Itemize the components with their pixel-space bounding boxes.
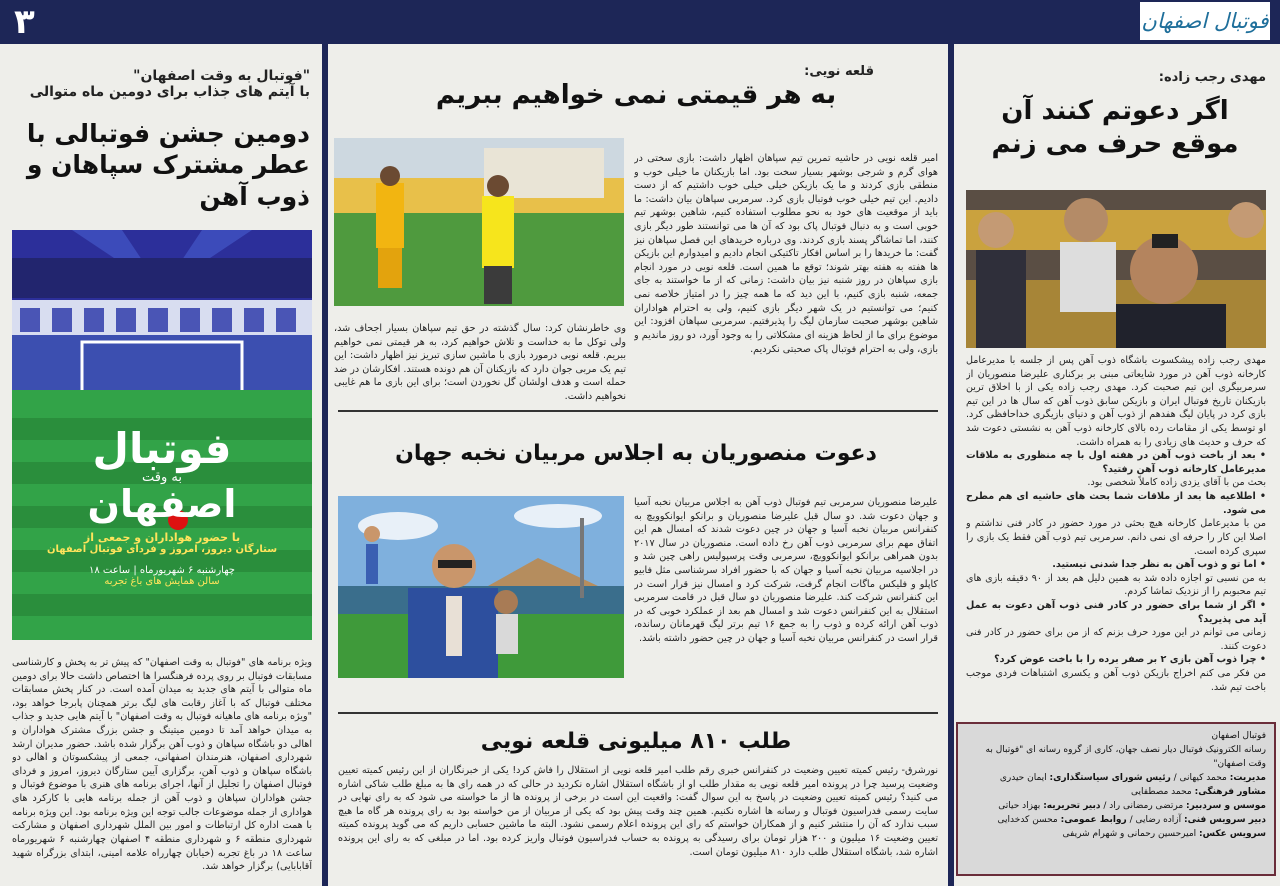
art-label: دبیر سرویس فنی: bbox=[1184, 814, 1266, 825]
right-headline[interactable]: اگر دعوتم کنند آن موقع حرف می زنم bbox=[991, 96, 1239, 159]
event-poster bbox=[12, 230, 312, 640]
left-kicker-1: "فوتبال به وقت اصفهان" bbox=[133, 68, 310, 84]
right-kicker: مهدی رجب زاده: bbox=[1158, 70, 1266, 85]
manager-label: مدیریت: bbox=[1229, 772, 1266, 783]
pr-name: محسن کدخدایی bbox=[997, 814, 1058, 825]
masthead-box: فوتبال اصفهان رسانه الکترونیک فوتبال دیار نصف جهان، کاری از گروه رسانه ای "فوتبال به وقت اصفهان" مدیریت: محمد کیهانی / رئیس شورای سیاستگذاری: ایمان حیدری مشاور فرهنگی: محمد مصطفایی موسس و سردبیر: مرتضی رمضانی راد / دبیر تحریریه: بهزاد حیاتی دبیر سرویس فنی: آزاده رضایی / روابط عمومی: محسن کدخدایی سرویس عکس: امیرحسین رحمانی و شهرام شریفی bbox=[956, 722, 1276, 876]
photo-label: سرویس عکس: bbox=[1199, 828, 1266, 839]
question-3: • اما تو و ذوب آهن به نظر جدا شدنی نیستید. bbox=[1052, 559, 1266, 571]
left-column bbox=[0, 44, 322, 886]
photo-names: امیرحسین رحمانی و شهرام شریفی bbox=[1062, 828, 1197, 839]
poster-subtitle: به وقت bbox=[142, 470, 182, 485]
manager-name: محمد کیهانی bbox=[1179, 772, 1227, 783]
mid-story2-body: علیرضا منصوریان سرمربی تیم فوتبال ذوب آهن به اجلاس مربیان نخبه آسیا و جهان دعوت شد. دو سال قبل علیرضا منصوریان و برانکو ایوانکوویچ به کنفرانس مربیان نخبه آسیا و جهان در چین دعوت شدند که امسال هم این اتفاق مهم برای سرمربی ذوب آهن رخ داده است. منصوریان در سال ۲۰۱۷ بدون همراهی برانکو ایوانکوویچ، سرمربی وقت پرسپولیس راهی چین شد و در اجلاسیه مربیان نخبه آسیا و جهان که با حضور افراد سرشناسی مثل فابیو کاپلو و فلیکس ماگات انجام گرفت، شرکت کرد و امسال نیز قرار است در این کنفرانس شرکت کند. علیرضا منصوریان دو سال قبل در قامت سرمربی استقلال به این کنفرانس دعوت شد و امسال هم بعد از عملکرد خوبی که در ذوب آهن ارائه کرده و ذوب را به جمع ۱۶ تیم برتر لیگ قهرمانان رسانده، قرار است در کنفرانس مربیان نخبه آسیا و جهان در چین حضور داشته باشد. bbox=[634, 497, 938, 645]
logo[interactable]: فوتبال اصفهان bbox=[1140, 2, 1270, 40]
poster-line-1: با حضور هواداران و جمعی از bbox=[83, 530, 241, 544]
question-2: • اطلاعیه ها بعد از ملاقات شما بحث های حاشیه ای هم مطرح می شود. bbox=[966, 491, 1266, 516]
divider-2 bbox=[338, 712, 938, 714]
left-article-body: ویژه برنامه های "فوتبال به وقت اصفهان" که پیش تر به پخش و کارشناسی مسابقات فوتبال بر روی پرده فرهنگسرا ها اختصاص داشت حالا برای دومین ماه متوالی با آیتم های جدید به میدان آمده است. در کنار پخش مسابقات مختلف فوتبال که با آغاز رقابت های لیگ برتر همچنان پابرجا خواهد بود، "ویژه برنامه های ماهیانه فوتبال به وقت اصفهان" با آیتم هایی جدید و جذاب به میدان خواهد آمد تا دومین میتینگ و جشن بزرگ مشترک هواداران و اهالی دو باشگاه سپاهان و ذوب آهن برگزار شده باشد. حضور مدیران ارشد شهرداری اصفهان، هنرمندان اصفهانی، جمعی از پیشکسوتان و اهالی دو باشگاه سپاهان و ذوب آهن، برگزاری آیین ستارگان دیروز، امروز و فردای فوتبال اصفهان را تجلیل از آنها، اجرای برنامه های هنری با موضوع فوتبال و جشن هواداران سپاهان و ذوب آهن از جمله برنامه هایی با کارکرد های هواداری از جمله موضوعات جالب توجه این ویژه برنامه بود. این ویژه برنامه با همت اداره کل ارتباطات و امور بین الملل شهرداری اصفهان و مشارکت شهرداری منطقه ۶ و شهرداری منطقه ۴ اصفهان چهارشنبه ۶ شهریورماه ساعت ۱۸ در باغ تجربه (خیابان چهارراه علامه امینی، ابتدای بزرگراه شهید آقابابایی) برگزار خواهد شد. bbox=[12, 657, 312, 873]
masthead-name: فوتبال اصفهان bbox=[1211, 731, 1266, 741]
question-1: • بعد از باخت ذوب آهن در هفته اول با چه منظوری به ملاقات مدیرعامل کارخانه ذوب آهن رفتید؟ bbox=[966, 450, 1266, 475]
right-intro: مهدی رجب زاده پیشکسوت باشگاه ذوب آهن پس از جلسه با مدیرعامل کارخانه ذوب آهن در مورد شایعاتی مبنی بر برکناری علیرضا منصوریان از سرمربیگری این تیم صحبت کرد. مهدی رجب زاده یکی از با اخلاق ترین بازیکنان تاریخ فوتبال ایران و بازیکن سابق ذوب آهن که سال ها در این تیم بازی کرد در پایان لیگ هفدهم از ذوب آهن و دنیای بازیگری خداحافظی کرد. او توسط یکی از مقامات رده بالای کارخانه ذوب آهن به نشستی دعوت شد که حرف و حدیث های زیادی را به همراه داشت. bbox=[966, 355, 1266, 448]
editor-label: موسس و سردبیر: bbox=[1186, 800, 1266, 811]
question-5: • چرا ذوب آهن بازی ۲ بر صفر برده را با باخت عوض کرد؟ bbox=[994, 654, 1266, 666]
masthead-desc: رسانه الکترونیک فوتبال دیار نصف جهان، کاری از گروه رسانه ای "فوتبال به وقت اصفهان" bbox=[985, 744, 1266, 769]
culture-name: محمد مصطفایی bbox=[1131, 786, 1192, 797]
answer-2: من با مدیرعامل کارخانه هیچ بحثی در مورد حضور در کادر فنی نداشتم و اصلا این کار را حرفه ای نمی دانم. سرمربی تیم ذوب آهن فقط یک بازی را سپری کرده است. bbox=[966, 518, 1266, 557]
pr-label: روابط عمومی: bbox=[1060, 814, 1127, 825]
answer-1: بحث من با آقای یزدی زاده کاملاً شخصی بود. bbox=[1087, 477, 1266, 489]
mid-story1-headline[interactable]: به هر قیمتی نمی خواهیم ببریم bbox=[435, 80, 837, 110]
mansourian-photo bbox=[338, 496, 624, 678]
culture-label: مشاور فرهنگی: bbox=[1194, 786, 1266, 797]
poster-venue: سالن همایش های باغ تجربه bbox=[104, 575, 220, 587]
mid-story1-body-right: امیر قلعه نویی در حاشیه تمرین تیم سپاهان اظهار داشت: بازی سختی در هوای گرم و شرجی بوشهر بسیار سخت بود. اما بازیکنان ما خیلی خوب و منطقی بازی کردند و ما یک بازیکن خیلی خیلی خوب داشتیم که از دست دادیم. این تیم خیلی خوب فوتبال بازی کرد. سرمربی سپاهان بیان داشت: ما باید از موقعیت های خود به نحو مطلوب استفاده کنیم، شاهین بوشهر تیم خوبی است و به دنبال فوتبال پاک بود که آن ها می توانستند طور دیگر بازی کنند، اما تماشاگر پسند بازی کردند. وی درباره خریدهای این فصل سپاهان نیز گفت: ما خریدها را بر اساس افکار تاکتیکی انجام دادیم و امیدوارم این بازیکن ها هفته به هفته بهتر شوند؛ توقع ما همین است. قلعه نویی در مورد انجام بازی سپاهان در روز شنبه نیز بیان داشت: زمانی که از ما خواستند به جای جمعه، شنبه بازی کنیم، با این دید که ما همه چیز را در امتیاز خلاصه نمی کنیم؛ می توانستیم در یک شهر دیگر بازی کنیم، ولی به احترام هواداران شاهین بوشهر صحبت سازمان لیگ را پذیرفتیم. سرمربی سپاهان افزود: این موضوع برای ما از لحاظ هزینه ای مشکلاتی را به وجود آورد، دو روز ماندیم و بازی، ولی به احترام فوتبال پاک صحبتی نکردیم. bbox=[634, 153, 938, 355]
council-label: رئیس شورای سیاستگذاری: bbox=[1049, 772, 1171, 783]
poster-title: فوتبال bbox=[92, 424, 232, 473]
poster-line-2: ستارگان دیروز، امروز و فردای فوتبال اصفهان bbox=[46, 543, 278, 555]
mid-story2-headline[interactable]: دعوت منصوریان به اجلاس مربیان نخبه جهان bbox=[395, 441, 877, 466]
right-article-body bbox=[966, 354, 1266, 714]
qalenoei-photo bbox=[334, 138, 624, 306]
left-headline[interactable]: دومین جشن فوتبالی با عطر مشترک سپاهان و ذوب آهن bbox=[26, 119, 310, 211]
mid-story1-body-left: وی خاطرنشان کرد: سال گذشته در حق تیم سپاهان بسیار اجحاف شد، ولی توکل ما به خداست و تلاش خواهیم کرد، به هر قیمتی نمی خواهیم ببریم. قلعه نویی درمورد بازی با ماشین سازی تبریز نیز اظهار داشت: این تیم یک مربی جوان دارد که بازیکنان آن هم دونده هستند. افکارشان در ضد حمله است و هدف اولشان گل نخوردن است؛ برای این بازی ما هم غایبی نخواهیم داشت. bbox=[334, 323, 626, 402]
left-kicker-2: با آیتم های جذاب برای دومین ماه متوالی bbox=[29, 84, 310, 100]
question-4: • اگر از شما برای حضور در کادر فنی ذوب آهن دعوت به عمل آید می پذیرید؟ bbox=[966, 599, 1266, 625]
poster-title-2: اصفهان bbox=[87, 482, 237, 526]
mid-story3-headline[interactable]: طلب ۸۱۰ میلیونی قلعه نویی bbox=[480, 729, 792, 754]
divider-1 bbox=[338, 410, 938, 412]
page-number: ۳ bbox=[14, 2, 35, 42]
art-name: آزاده رضایی bbox=[1135, 814, 1182, 825]
poster-date: چهارشنبه ۶ شهریورماه | ساعت ۱۸ bbox=[89, 564, 235, 576]
chief-name: بهزاد حیاتی bbox=[998, 800, 1041, 811]
mid-story1-kicker: قلعه نویی: bbox=[804, 64, 874, 79]
chief-label: دبیر تحریریه: bbox=[1043, 800, 1101, 811]
answer-5: من فکر می کنم اخراج بازیکن ذوب آهن و یکسری اشتباهات فردی موجب باخت تیم شد. bbox=[966, 668, 1266, 693]
mid-story3-body: نورشرق- رئیس کمیته تعیین وضعیت در کنفرانس خبری رقم طلب امیر قلعه نویی از استقلال را فاش کرد! یکی از خبرنگاران از این رئیس کمیته تعیین وضعیت پرسید چرا در پرونده امیر قلعه نویی به مقدار طلب او از باشگاه استقلال اشاره نکردید در حالی که در همه رای ها به مبلغ طلب شاکی اشاره می کنید؟ رئیس کمیته تعیین وضعیت در پاسخ به این سوال گفت: واقعیت این است در برخی از پرونده ها از ما خواسته می شود که به رای نهایی در سایت رسمی فدراسیون فوتبال و رسانه ها اشاره نکنیم. همین چند وقت پیش بود که یکی از مربیان از من خواسته بود به رای پرونده هر گاه ما هیچ سبب ندارد که آن را منتشر کنیم و از همکاران خواستم که رای این پرونده اعلام رسمی نشود. البته ما ماشین حسابی داریم که می گوید پرونده کمیته تعیین وضعیت ۱۶ میلیون و ۲۰۰ هزار تومان برای رسیدگی به پرونده به حساب فدراسیون فوتبال واریز کرده بود. اما در مبلغی که به رای این پرونده اشاره شد، باشگاه استقلال طلب دارد ۸۱۰ میلیون تومان است. bbox=[338, 765, 938, 858]
council-name: ایمان حیدری bbox=[999, 772, 1047, 783]
middle-column bbox=[328, 44, 948, 886]
rajabzadeh-photo bbox=[966, 190, 1266, 348]
top-bar bbox=[0, 0, 1280, 44]
answer-3: به من نسبی تو اجازه داده شد به همین دلیل هم بعد از ۹۰ دقیقه بازی های تیم محبوبم را از نزدیک تماشا کردم. bbox=[966, 572, 1266, 598]
right-column bbox=[954, 44, 1280, 886]
editor-name: مرتضی رمضانی راد bbox=[1109, 800, 1184, 811]
answer-4: زمانی می توانم در این مورد حرف بزنم که از من برای حضور در کادر فنی دعوت کنند. bbox=[966, 627, 1266, 652]
